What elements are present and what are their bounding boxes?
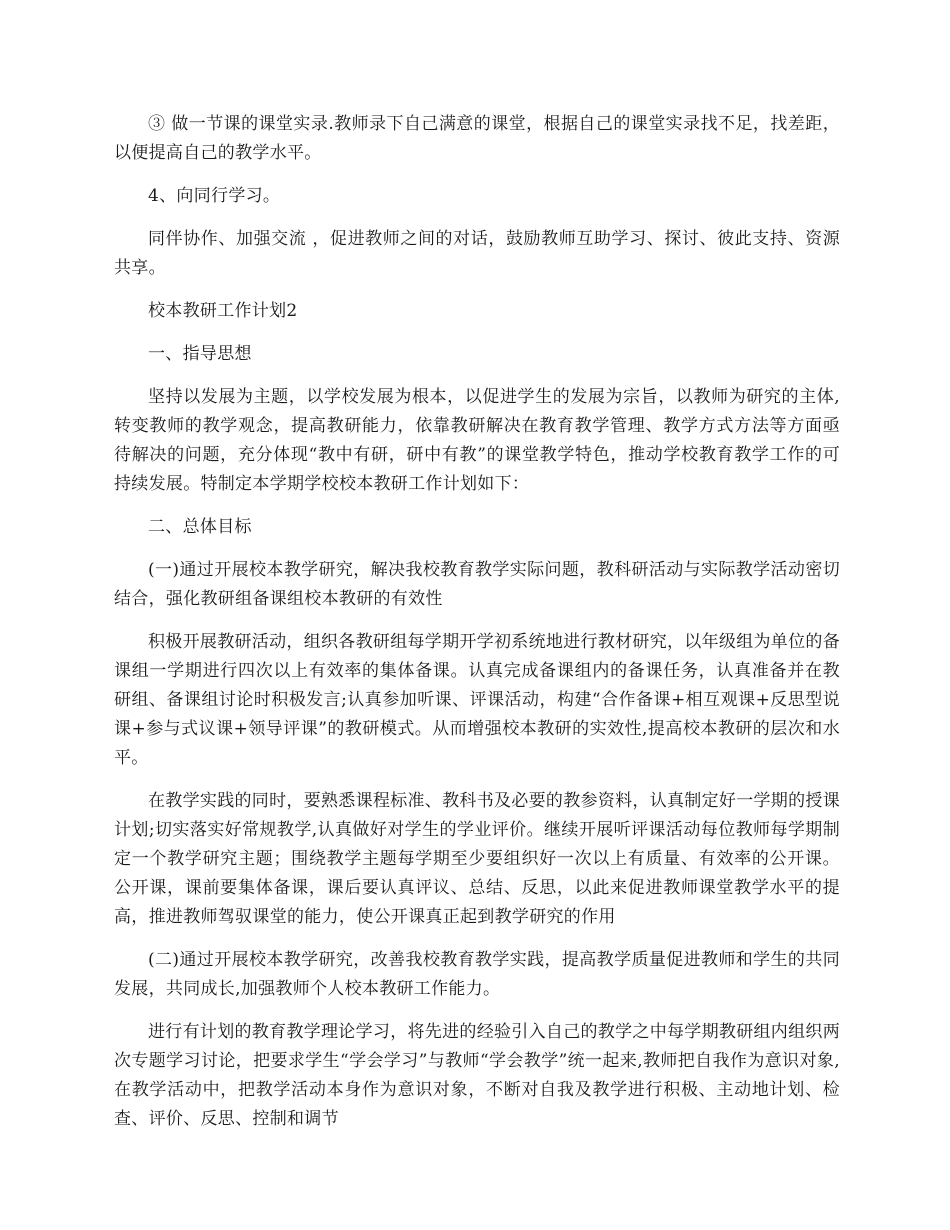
paragraph-guiding-ideology: 坚持以发展为主题，以学校发展为根本，以促进学生的发展为宗旨，以教师为研究的主体,转变教师的教学观念，提高教研能力，依靠教研解决在教育教学管理、教学方式方法等方面亟待解决的问题，充分体现“教中有研，研中有教”的课堂教学特色，推动学校教育教学工作的可持续发展。特制定本学期学校校本教研工作计划如下： [114,387,840,494]
paragraph-peer-collaboration: 同伴协作、加强交流 ，促进教师之间的对话，鼓励教师互助学习、探讨、彼此支持、资源共享。 [114,229,840,278]
heading-overall-goals: 二、总体目标 [148,517,252,537]
paragraph-goal-two: (二)通过开展校本教学研究，改善我校教育教学实践，提高教学质量促进教师和学生的共同发展，共同成长,加强教师个人校本教研工作能力。 [114,950,840,999]
paragraph-learn-from-peers: 4、向同行学习。 [148,186,281,206]
paragraph-teaching-research-activities: 积极开展教研活动，组织各教研组每学期开学初系统地进行教材研究，以年级组为单位的备课组一学期进行四次以上有效率的集体备课。认真完成备课组内的备课任务，认真准备并在教研组、备课组讨论时积极发言;认真参加听课、评课活动，构建“合作备课+相互观课+反思型说课+参与式议课+领导评课”的教研模式。从而增强校本教研的实效性,提高校本教研的层次和水平。 [114,632,840,768]
paragraph-theory-study: 进行有计划的教育教学理论学习，将先进的经验引入自己的教学之中每学期教研组内组织两次专题学习讨论，把要求学生“学会学习”与教师“学会教学”统一起来,教师把自我作为意识对象,在教学活动中，把教学活动本身作为意识对象，不断对自我及教学进行积极、主动地计划、检查、评价、反思、控制和调节 [114,1022,840,1129]
paragraph-teaching-practice: 在教学实践的同时，要熟悉课程标准、教科书及必要的教参资料，认真制定好一学期的授课计划;切实落实好常规教学,认真做好对学生的学业评价。继续开展听评课活动每位教师每学期制定一个教学研究主题；围绕教学主题每学期至少要组织好一次以上有质量、有效率的公开课。公开课，课前要集体备课，课后要认真评议、总结、反思，以此来促进教师课堂教学水平的提高，推进教师驾驭课堂的能力，使公开课真正起到教学研究的作用 [114,791,840,927]
section-title: 校本教研工作计划2 [148,301,298,321]
document-body [114,110,840,1148]
paragraph-goal-one: (一)通过开展校本教学研究，解决我校教育教学实际问题，教科研活动与实际教学活动密切结合，强化教研组备课组校本教研的有效性 [114,560,840,609]
heading-guiding-ideology: 一、指导思想 [148,344,252,364]
paragraph-classroom-record: ③ 做一节课的课堂实录.教师录下自己满意的课堂，根据自己的课堂实录找不足，找差距，以便提高自己的教学水平。 [114,114,840,163]
